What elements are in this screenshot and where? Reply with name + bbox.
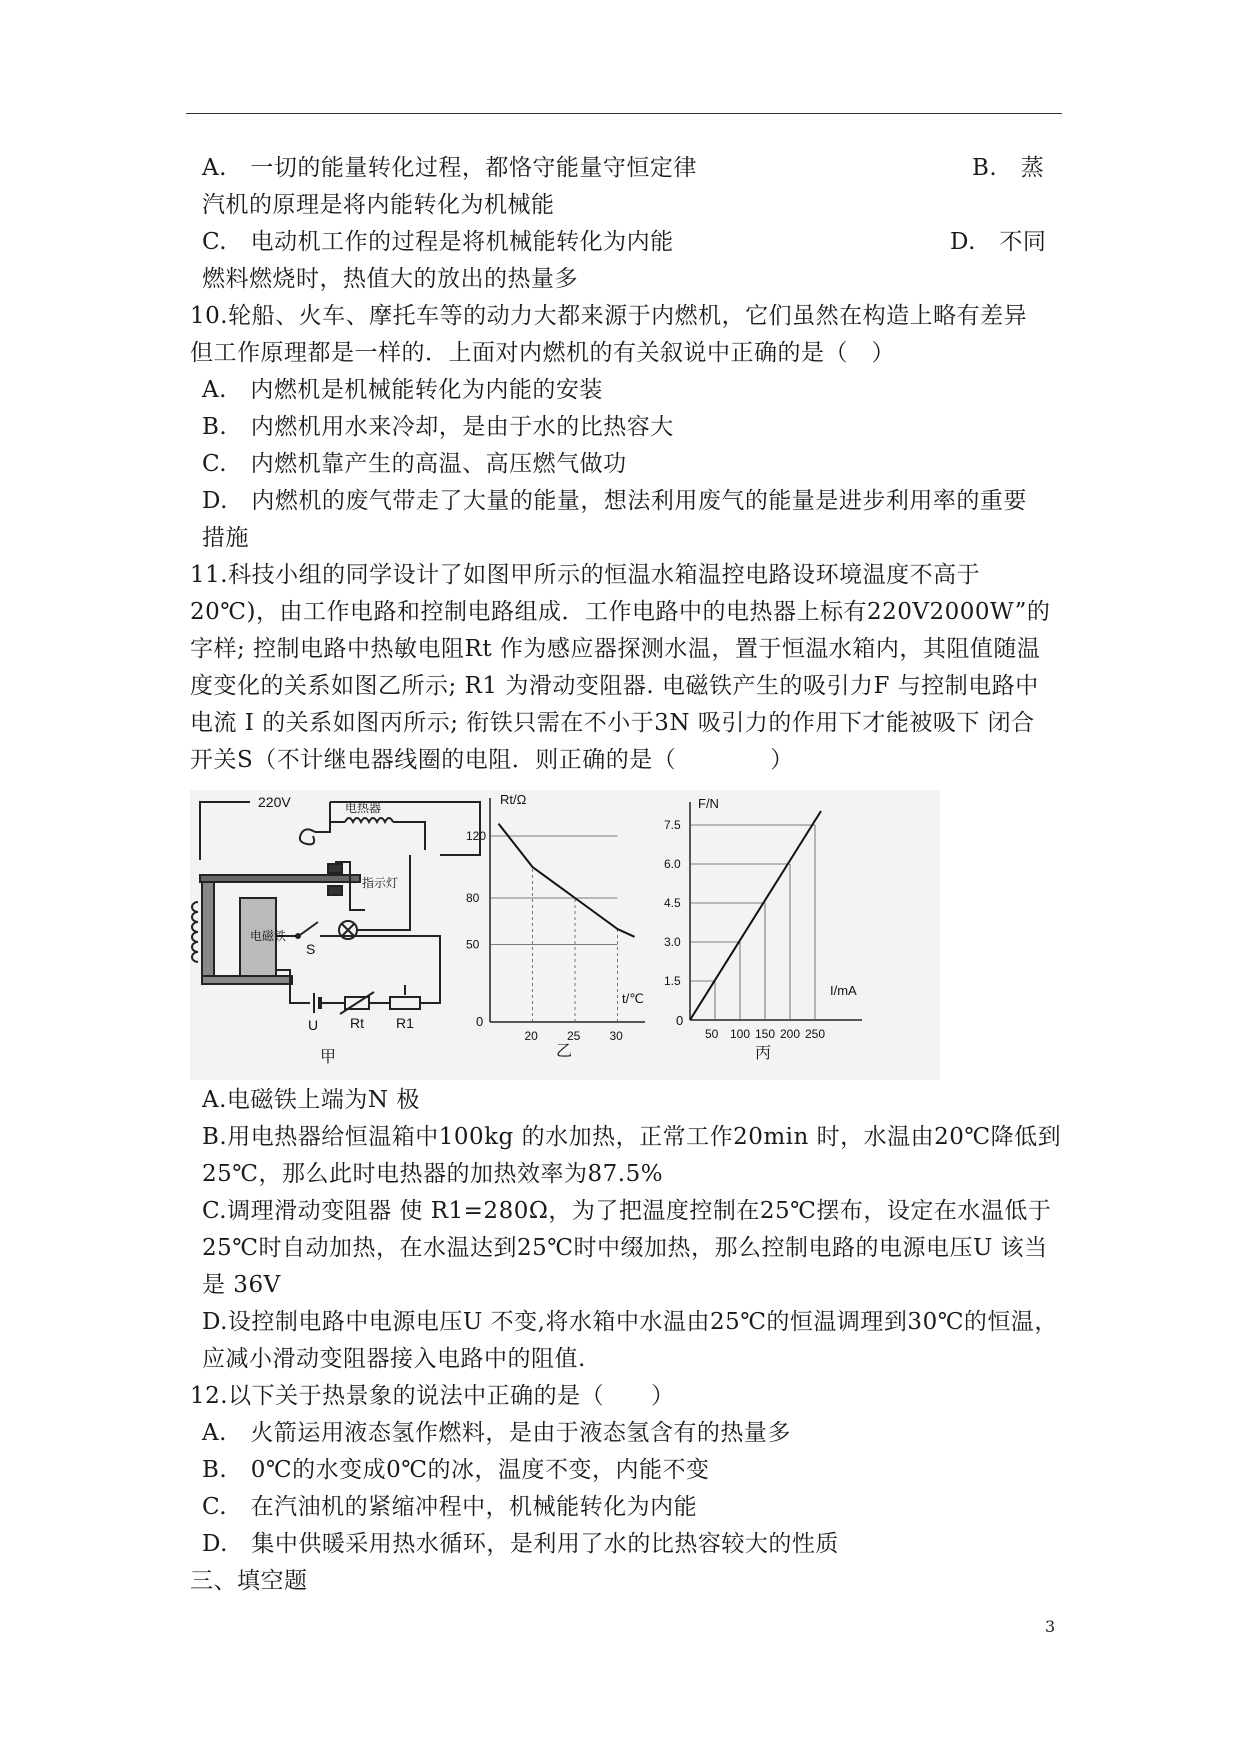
chart-yi-x-tick: 30 <box>609 1029 623 1043</box>
label-source-u: U <box>308 1017 319 1033</box>
chart-bing-y-tick: 1.5 <box>664 974 681 988</box>
switch-pivot <box>296 934 300 938</box>
lower-contact <box>328 886 342 895</box>
q11-option-c-line2: 25℃时自动加热，在水温达到25℃时中缀加热，那么控制电路的电源电压U 该当 <box>202 1235 1048 1261</box>
chart-bing-y-tick: 6.0 <box>664 857 681 871</box>
q11-figure <box>190 790 940 1080</box>
chart-bing-y-tick: 3.0 <box>664 935 681 949</box>
q10-option-a: A. 内燃机是机械能转化为内能的安装 <box>202 377 603 403</box>
q10-option-d-line2: 措施 <box>202 525 249 551</box>
chart-yi-origin: 0 <box>476 1014 484 1029</box>
q11-stem-line4: 度变化的关系如图乙所示; R1 为滑动变阻器. 电磁铁产生的吸引力F 与控制电路中 <box>190 673 1039 699</box>
figure-background <box>190 790 940 1080</box>
caption-jia: 甲 <box>320 1049 337 1066</box>
q11-option-b-line2: 25℃，那么此时电热器的加热效率为87.5% <box>202 1161 664 1187</box>
q9-option-c: C. 电动机工作的过程是将机械能转化为内能 <box>202 229 674 255</box>
label-lamp: 指示灯 <box>362 876 399 890</box>
chart-bing-x-tick: 150 <box>755 1027 776 1041</box>
q11-figure-svg <box>190 790 940 1080</box>
q11-option-a: A.电磁铁上端为N 极 <box>202 1087 420 1113</box>
label-heater: 电热器 <box>345 801 382 815</box>
q9-option-b-head: B. 蒸 <box>972 155 1045 181</box>
q12-stem: 12.以下关于热景象的说法中正确的是（ ） <box>190 1383 675 1409</box>
chart-yi-x-tick: 25 <box>567 1029 581 1043</box>
q11-option-d-line1: D.设控制电路中电源电压U 不变,将水箱中水温由25℃的恒温调理到30℃的恒温， <box>202 1309 1058 1335</box>
chart-yi-xlabel: t/℃ <box>622 991 644 1006</box>
q10-stem-line2: 但工作原理都是一样的．上面对内燃机的有关叙说中正确的是（ ） <box>190 340 895 366</box>
section-heading: 三、填空题 <box>190 1568 308 1594</box>
chart-bing-x-tick: 250 <box>805 1027 826 1041</box>
chart-yi-x-tick: 20 <box>524 1029 538 1043</box>
armature-bar <box>200 875 360 882</box>
q11-stem-line1: 11.科技小组的同学设计了如图甲所示的恒温水箱温控电路设环境温度不高于 <box>190 562 981 588</box>
q10-option-b: B. 内燃机用水来冷却，是由于水的比热容大 <box>202 414 674 440</box>
caption-bing: 丙 <box>755 1045 772 1062</box>
q9-option-a: A. 一切的能量转化过程，都恪守能量守恒定律 <box>202 155 697 181</box>
label-220v: 220V <box>258 794 291 810</box>
chart-yi-ylabel: Rt/Ω <box>500 792 527 807</box>
q11-option-c-line3: 是 36V <box>202 1272 281 1298</box>
q9-option-d-tail: 燃料燃烧时，热值大的放出的热量多 <box>202 266 578 292</box>
q11-stem-line6: 开关S（不计继电器线圈的电阻．则正确的是（ ） <box>190 747 794 773</box>
q11-stem-line2: 20℃)，由工作电路和控制电路组成．工作电路中的电热器上标有220V2000W”的 <box>190 599 1051 625</box>
chart-bing-y-tick: 7.5 <box>664 818 681 832</box>
upper-contact <box>328 864 342 873</box>
q10-option-d-line1: D. 内燃机的废气带走了大量的能量，想法利用废气的能量是进步利用率的重要 <box>202 488 1027 514</box>
frame-base <box>202 976 292 984</box>
q11-stem-line3: 字样; 控制电路中热敏电阻Rt 作为感应器探测水温，置于恒温水箱内，其阻值随温 <box>190 636 1041 662</box>
caption-yi: 乙 <box>556 1043 573 1060</box>
chart-yi-y-tick: 120 <box>466 829 487 843</box>
header-rule <box>186 113 1062 114</box>
chart-yi-y-tick: 50 <box>466 937 480 952</box>
q12-option-b: B. 0℃的水变成0℃的冰，温度不变，内能不变 <box>202 1457 710 1483</box>
chart-bing-ylabel: F/N <box>698 796 719 811</box>
q9-option-b-tail: 汽机的原理是将内能转化为机械能 <box>202 192 555 218</box>
q12-option-a: A. 火箭运用液态氢作燃料，是由于液态氢含有的热量多 <box>202 1420 791 1446</box>
chart-bing-y-tick: 4.5 <box>664 896 681 910</box>
chart-bing-xlabel: I/mA <box>830 983 857 998</box>
q11-option-c-line1: C.调理滑动变阻器 使 R1=280Ω，为了把温度控制在25℃摆布，设定在水温低于 <box>202 1198 1052 1224</box>
q11-option-b-line1: B.用电热器给恒温箱中100kg 的水加热，正常工作20min 时，水温由20℃降低到 <box>202 1124 1062 1150</box>
page-number: 3 <box>1045 1617 1056 1636</box>
q10-option-c: C. 内燃机靠产生的高温、高压燃气做功 <box>202 451 627 477</box>
q9-option-d-head: D. 不同 <box>950 229 1047 255</box>
label-r1: R1 <box>396 1015 414 1031</box>
q10-stem-line1: 10.轮船、火车、摩托车等的动力大都来源于内燃机，它们虽然在构造上略有差异 <box>190 303 1028 329</box>
chart-bing-x-tick: 50 <box>705 1027 719 1041</box>
chart-bing-x-tick: 200 <box>780 1027 801 1041</box>
chart-bing-origin: 0 <box>676 1013 684 1028</box>
q12-option-d: D. 集中供暖采用热水循环，是利用了水的比热容较大的性质 <box>202 1531 839 1557</box>
chart-yi-y-tick: 80 <box>466 891 480 905</box>
q11-option-d-line2: 应减小滑动变阻器接入电路中的阻值. <box>202 1346 586 1372</box>
label-switch-s: S <box>306 941 316 957</box>
chart-bing-x-tick: 100 <box>730 1027 751 1041</box>
label-rt: Rt <box>350 1015 364 1031</box>
frame-left-post <box>202 882 214 982</box>
label-electromagnet: 电磁铁 <box>250 929 287 943</box>
q11-stem-line5: 电流 I 的关系如图丙所示; 衔铁只需在不小于3N 吸引力的作用下才能被吸下 闭合 <box>190 710 1035 736</box>
q12-option-c: C. 在汽油机的紧缩冲程中，机械能转化为内能 <box>202 1494 698 1520</box>
